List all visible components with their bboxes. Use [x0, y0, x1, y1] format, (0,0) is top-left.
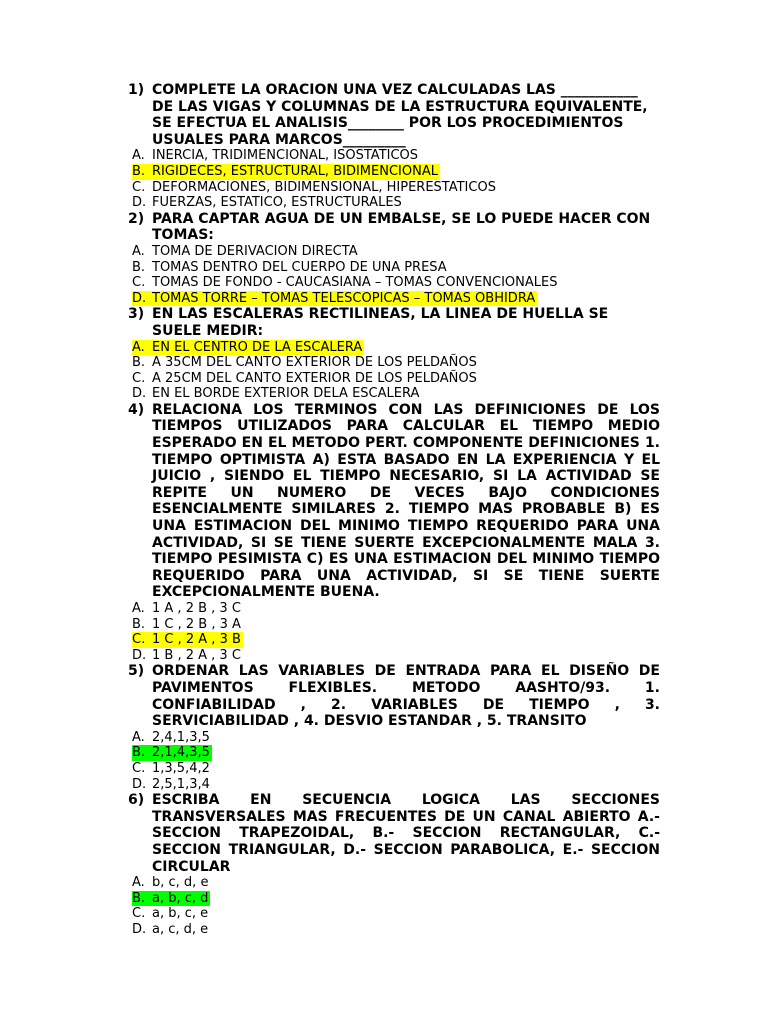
option-text: 2,4,1,3,5 — [152, 729, 210, 745]
option-text: a, c, d, e — [152, 921, 209, 937]
question-text: RELACIONA LOS TERMINOS CON LAS DEFINICIONES DE LOS TIEMPOS UTILIZADOS PARA CALCULAR EL TIEMPO MEDIO ESPERADO EN EL METODO PERT. COMPONENTE DEFINICIONES 1. TIEMPO OPTIMISTA A) ESTA BASADO EN LA EXPERIENCIA Y EL JUICIO , SIENDO EL TIEMPO NECESARIO, SI LA ACTIVIDAD SE REPITE UN NUMERO DE VECES BAJO CONDICIONES ESENCIALMENTE SIMILARES 2. TIEMPO MAS PROBABLE B) ES UNA ESTIMACION DEL MINIMO TIEMPO REQUERIDO PARA UNA ACTIVIDAD, SI SE TIENE SUERTE EXCEPCIONALMENTE MALA 3. TIEMPO PESIMISTA C) ES UNA ESTIMACION DEL MINIMO TIEMPO REQUERIDO PARA UNA ACTIVIDAD, SI SE TIENE SUERTE EXCEPCIONALMENTE BUENA. — [152, 401, 660, 601]
option-2c — [132, 275, 660, 291]
option-5a — [132, 730, 660, 746]
question-number: 6) — [128, 792, 145, 809]
option-text: 1 B , 2 A , 3 C — [152, 647, 241, 663]
option-1d — [132, 195, 660, 211]
option-6b-highlighted — [132, 891, 210, 907]
question-1 — [128, 82, 660, 148]
question-text: COMPLETE LA ORACION UNA VEZ CALCULADAS LAS ___________ DE LAS VIGAS Y COLUMNAS DE LA ESTRUCTURA EQUIVALENTE, SE EFECTUA EL ANALISIS________ POR LOS PROCEDIMIENTOS USUALES PARA MARCOS_________ — [152, 82, 648, 148]
option-label: B. — [132, 616, 146, 632]
option-text: a, b, c, d — [152, 890, 209, 906]
option-5c — [132, 761, 660, 777]
option-4a — [132, 601, 660, 617]
question-number: 4) — [128, 401, 145, 418]
option-label: D. — [132, 290, 147, 306]
option-label: B. — [132, 355, 146, 371]
question-text: ORDENAR LAS VARIABLES DE ENTRADA PARA EL DISEÑO DE PAVIMENTOS FLEXIBLES. METODO AASHTO/93. 1. CONFIABILIDAD , 2. VARIABLES DE TIEMPO , 3. SERVICIABILIDAD , 4. DESVIO ESTANDAR , 5. TRANSITO — [152, 663, 660, 730]
option-5d — [132, 777, 660, 793]
option-2a — [132, 244, 660, 260]
option-text: FUERZAS, ESTATICO, ESTRUCTURALES — [152, 195, 402, 211]
option-label: D. — [132, 921, 147, 937]
question-4 — [128, 402, 660, 601]
option-text: A 25CM DEL CANTO EXTERIOR DE LOS PELDAÑOS — [152, 370, 477, 386]
option-3d — [132, 386, 660, 402]
option-label: C. — [132, 275, 146, 291]
option-4d — [132, 648, 660, 664]
option-6d — [132, 922, 660, 938]
option-label: C. — [132, 632, 146, 648]
option-text: RIGIDECES, ESTRUCTURAL, BIDIMENCIONAL — [152, 163, 438, 179]
option-text: TOMAS DENTRO DEL CUERPO DE UNA PRESA — [152, 259, 447, 275]
option-text: 1 A , 2 B , 3 C — [152, 601, 241, 616]
question-2 — [128, 211, 660, 244]
option-6a — [132, 875, 660, 891]
option-text: TOMAS TORRE – TOMAS TELESCOPICAS – TOMAS OBHIDRA — [152, 290, 536, 306]
option-label: C. — [132, 179, 146, 195]
option-label: B. — [132, 163, 146, 179]
option-text: b, c, d, e — [152, 875, 209, 891]
option-label: D. — [132, 386, 147, 402]
option-label: B. — [132, 890, 146, 906]
option-label: A. — [132, 601, 145, 616]
option-label: C. — [132, 906, 146, 922]
option-text: a, b, c, e — [152, 906, 209, 922]
option-2b — [132, 260, 660, 276]
question-number: 5) — [128, 663, 145, 680]
option-label: A. — [132, 148, 145, 164]
option-label: D. — [132, 195, 147, 211]
option-text: 1,3,5,4,2 — [152, 760, 210, 776]
option-label: A. — [132, 875, 145, 891]
option-text: INERCIA, TRIDIMENCIONAL, ISOSTATICOS — [152, 148, 419, 164]
option-text: TOMA DE DERIVACION DIRECTA — [152, 243, 358, 259]
option-2d-highlighted — [132, 291, 537, 307]
question-number: 2) — [128, 210, 145, 227]
question-number: 3) — [128, 306, 145, 323]
option-6c — [132, 906, 660, 922]
option-3b — [132, 355, 660, 371]
option-label: A. — [132, 339, 145, 355]
option-text: A 35CM DEL CANTO EXTERIOR DE LOS PELDAÑOS — [152, 355, 477, 371]
option-text: TOMAS DE FONDO - CAUCASIANA – TOMAS CONVENCIONALES — [152, 275, 558, 291]
question-number: 1) — [128, 82, 145, 98]
option-label: C. — [132, 370, 146, 386]
option-label: A. — [132, 729, 145, 745]
option-label: C. — [132, 760, 146, 776]
option-3c — [132, 371, 660, 387]
option-text: DEFORMACIONES, BIDIMENSIONAL, HIPERESTATICOS — [152, 179, 496, 195]
option-5b-highlighted — [132, 745, 212, 761]
option-text: EN EL BORDE EXTERIOR DELA ESCALERA — [152, 386, 420, 402]
option-text: 1 C , 2 A , 3 B — [152, 632, 241, 648]
option-text: 2,1,4,3,5 — [152, 745, 210, 761]
option-label: D. — [132, 776, 147, 792]
option-3a-highlighted — [132, 340, 364, 356]
option-1c — [132, 180, 660, 196]
option-4b — [132, 617, 660, 633]
option-label: B. — [132, 745, 146, 761]
option-1a — [132, 148, 660, 164]
option-label: A. — [132, 243, 145, 259]
question-5 — [128, 663, 660, 729]
option-4c-highlighted — [132, 632, 243, 648]
question-text: PARA CAPTAR AGUA DE UN EMBALSE, SE LO PUEDE HACER CON TOMAS: — [152, 210, 651, 244]
question-3 — [128, 306, 660, 339]
option-1b-highlighted — [132, 164, 440, 180]
question-text: ESCRIBA EN SECUENCIA LOGICA LAS SECCIONES TRANSVERSALES MAS FRECUENTES DE UN CANAL ABIERTO A.- SECCION TRAPEZOIDAL, B.- SECCION RECTANGULAR, C.- SECCION TRIANGULAR, D.- SECCION PARABOLICA, E.- SECCION CIRCULAR — [152, 792, 660, 875]
option-text: 1 C , 2 B , 3 A — [152, 616, 241, 632]
option-label: B. — [132, 259, 146, 275]
option-text: EN EL CENTRO DE LA ESCALERA — [152, 339, 363, 355]
exam-document — [128, 82, 660, 937]
option-text: 2,5,1,3,4 — [152, 776, 210, 792]
question-6 — [128, 792, 660, 875]
question-text: EN LAS ESCALERAS RECTILINEAS, LA LINEA DE HUELLA SE SUELE MEDIR: — [152, 306, 609, 339]
option-label: D. — [132, 647, 147, 663]
